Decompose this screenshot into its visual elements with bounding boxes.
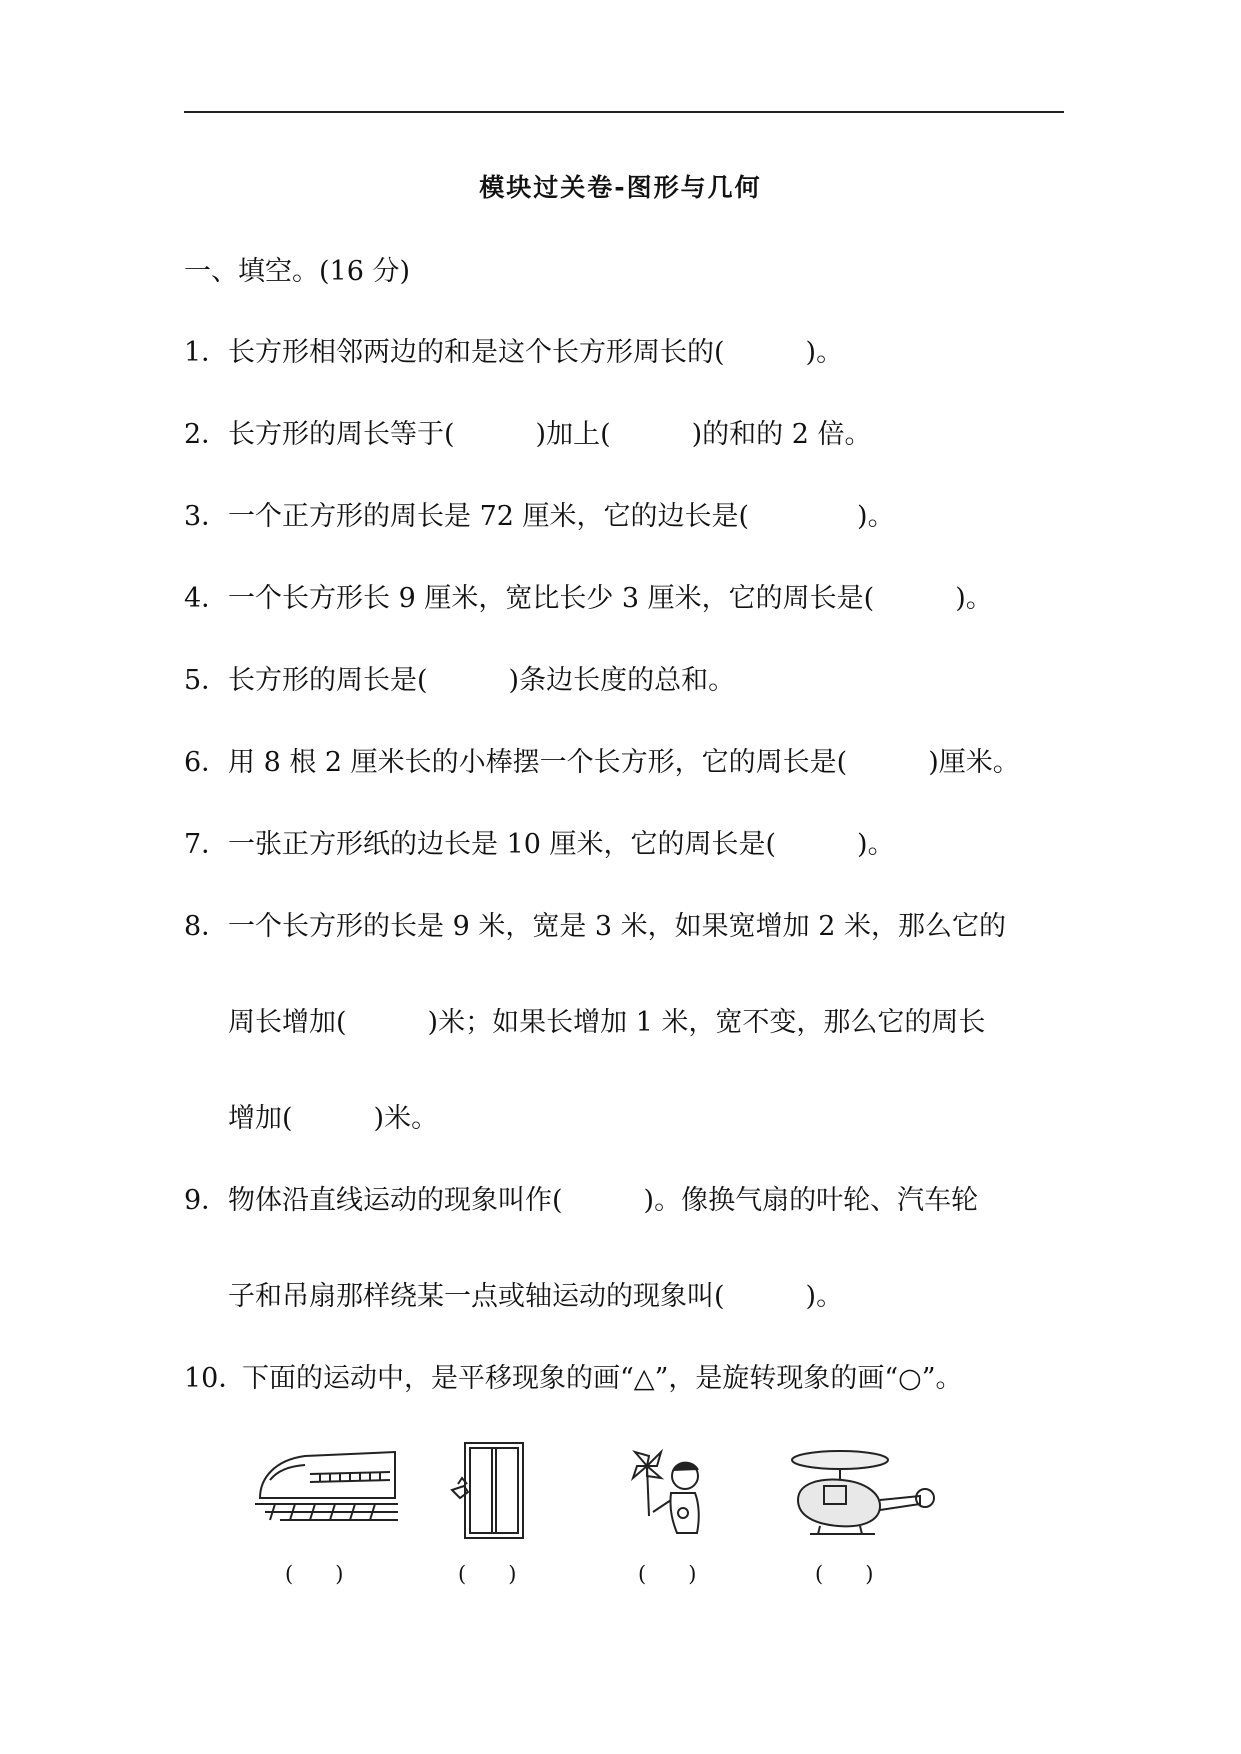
question-text: 长方形相邻两边的和是这个长方形周长的( )。 — [228, 337, 844, 368]
question-text: 长方形的周长是( )条边长度的总和。 — [228, 665, 736, 696]
question-text: 用 8 根 2 厘米长的小棒摆一个长方形，它的周长是( )厘米。 — [228, 747, 1020, 778]
pinwheel-child-icon — [625, 1438, 715, 1548]
question-text: 一个长方形的长是 9 米，宽是 3 米，如果宽增加 2 米，那么它的 — [228, 911, 1007, 942]
answer-blank-3[interactable]: ( ) — [638, 1562, 697, 1586]
question-8 — [184, 910, 1006, 944]
question-text: 长方形的周长等于( )加上( )的和的 2 倍。 — [228, 419, 872, 450]
question-number: 4． — [184, 583, 229, 614]
question-5 — [184, 664, 735, 698]
question-number: 1． — [184, 337, 229, 368]
helicopter-icon — [780, 1438, 940, 1543]
question-2 — [184, 418, 871, 452]
page-title: 模块过关卷-图形与几何 — [479, 173, 762, 202]
question-number: 5． — [184, 665, 229, 696]
question-number: 7． — [184, 829, 229, 860]
question-text: 一个长方形长 9 厘米，宽比长少 3 厘米，它的周长是( )。 — [228, 583, 993, 614]
question-9-continued: 子和吊扇那样绕某一点或轴运动的现象叫( )。 — [228, 1281, 844, 1312]
question-4 — [184, 582, 993, 616]
header-rule — [184, 111, 1064, 113]
answer-blank-4[interactable]: ( ) — [815, 1562, 874, 1586]
question-10 — [184, 1362, 963, 1396]
sliding-window-icon — [450, 1438, 530, 1543]
question-7 — [184, 828, 895, 862]
answer-blank-2[interactable]: ( ) — [458, 1562, 517, 1586]
question-text: 下面的运动中，是平移现象的画“△”，是旋转现象的画“○”。 — [242, 1363, 963, 1394]
question-number: 9． — [184, 1185, 229, 1216]
section-heading: 一、填空。(16 分) — [184, 256, 411, 287]
question-number: 2． — [184, 419, 229, 450]
question-text: 一个正方形的周长是 72 厘米，它的边长是( )。 — [228, 501, 895, 532]
question-number: 3． — [184, 501, 229, 532]
question-9 — [184, 1184, 978, 1218]
question-text: 一张正方形纸的边长是 10 厘米，它的周长是( )。 — [228, 829, 895, 860]
answer-blank-1[interactable]: ( ) — [285, 1562, 344, 1586]
question-number: 10． — [184, 1363, 246, 1394]
question-number: 6． — [184, 747, 229, 778]
question-6 — [184, 746, 1020, 780]
question-text: 物体沿直线运动的现象叫作( )。像换气扇的叶轮、汽车轮 — [228, 1185, 979, 1216]
question-3 — [184, 500, 895, 534]
question-number: 8． — [184, 911, 229, 942]
train-icon — [250, 1438, 400, 1528]
question-8-continued: 周长增加( )米；如果长增加 1 米，宽不变，那么它的周长 — [228, 1007, 986, 1038]
question-8-continued: 增加( )米。 — [228, 1103, 439, 1134]
figure-row — [0, 1438, 1241, 1588]
question-1 — [184, 336, 843, 370]
